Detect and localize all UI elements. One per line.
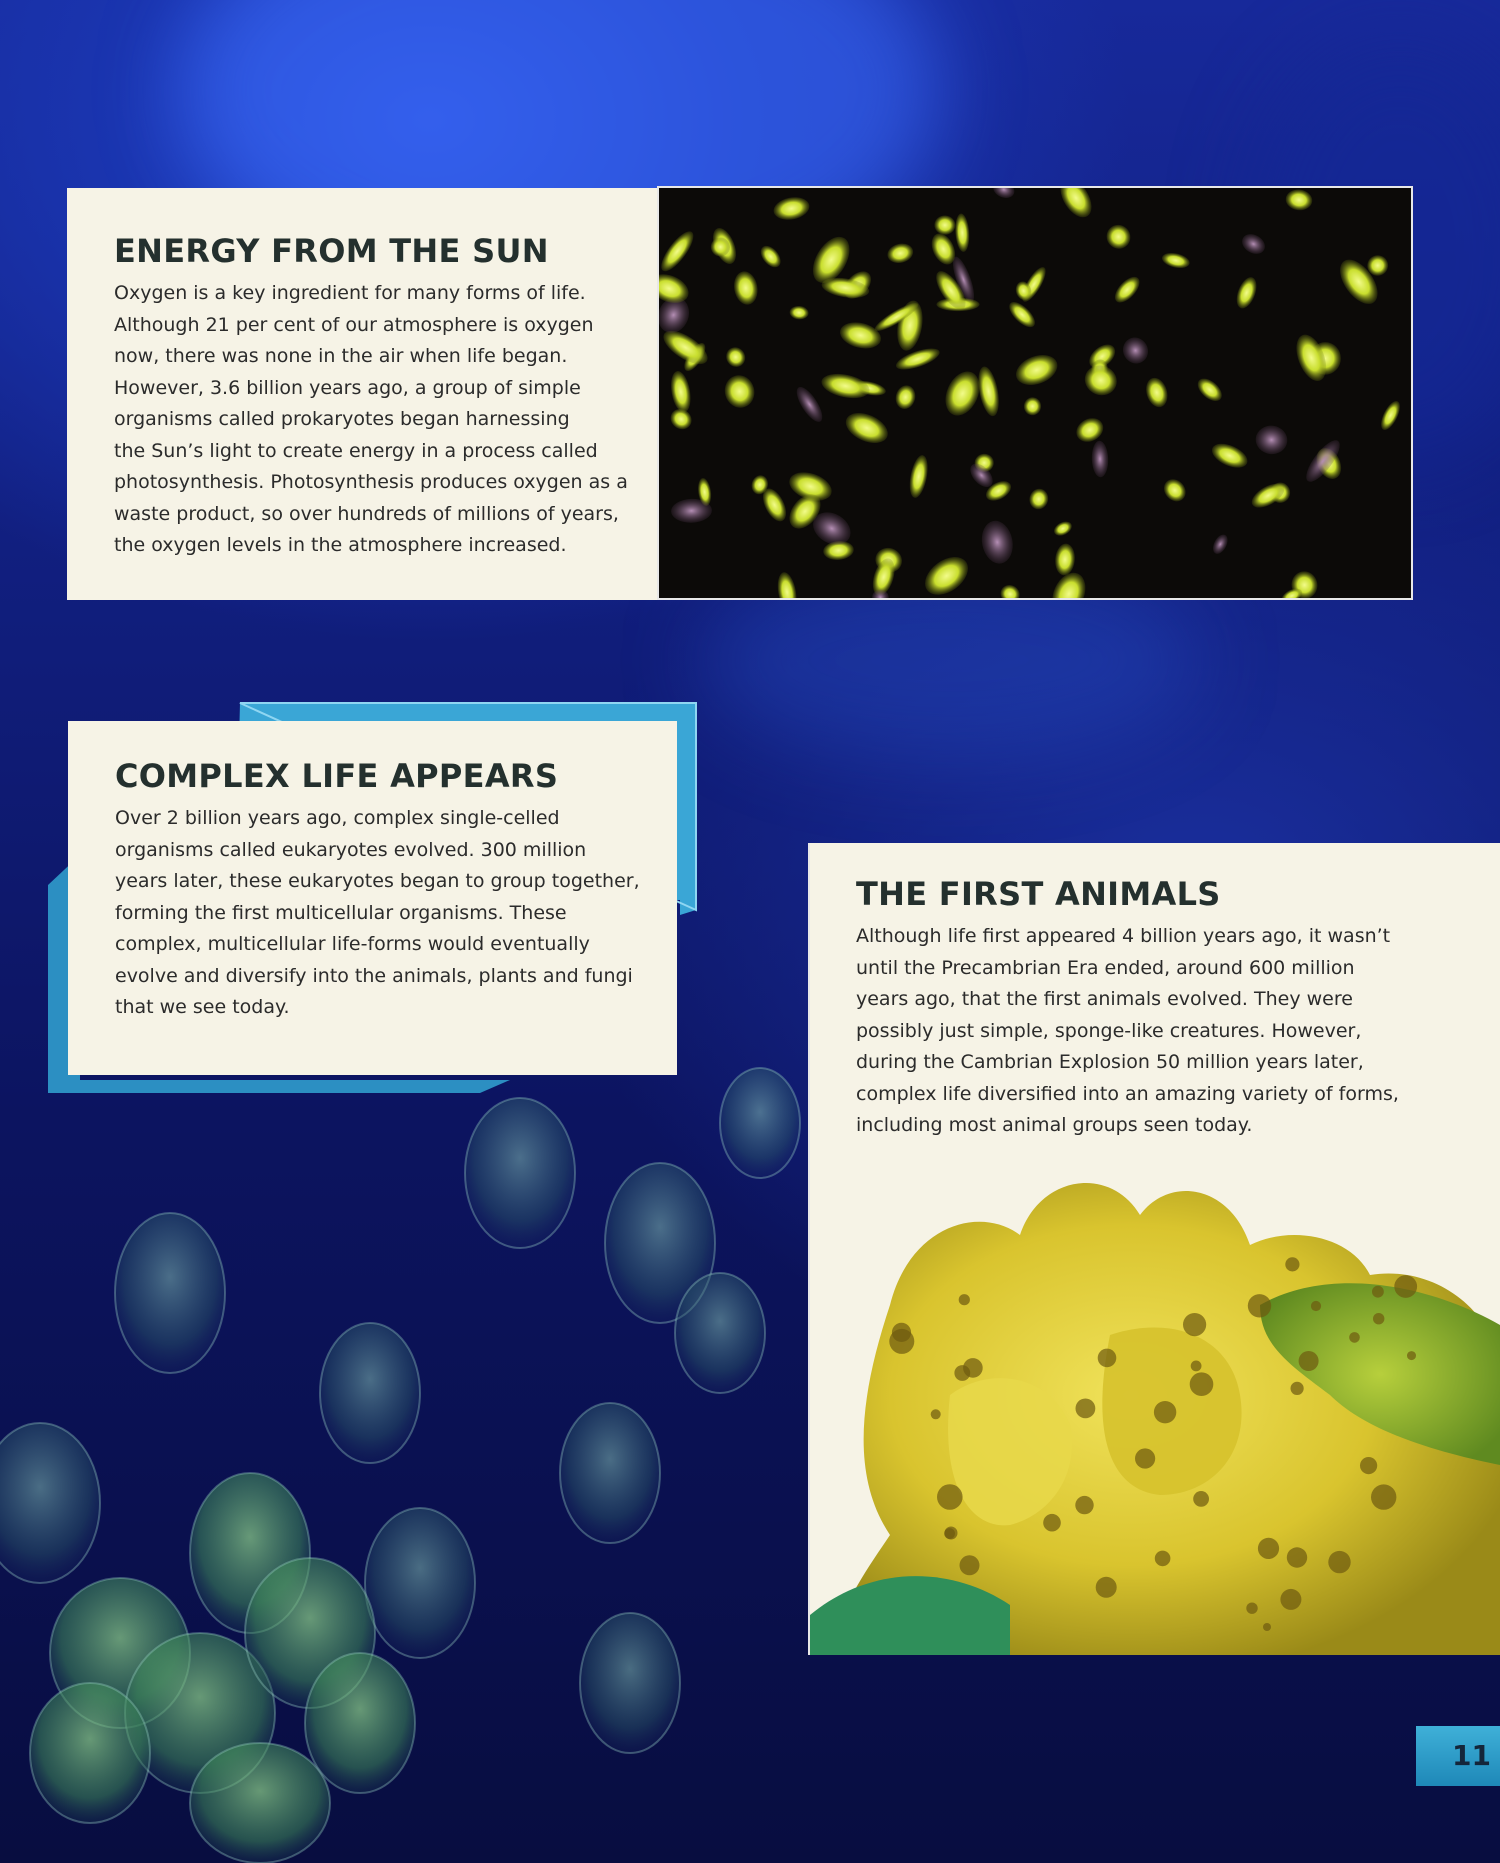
complex-heading: COMPLEX LIFE APPEARS bbox=[115, 757, 559, 795]
glowing-cell bbox=[1111, 273, 1144, 307]
energy-heading: ENERGY FROM THE SUN bbox=[114, 232, 549, 270]
glowing-cell bbox=[907, 454, 931, 500]
sponge-pore bbox=[1191, 1361, 1202, 1372]
complex-line: years later, these eukaryotes began to group together, bbox=[115, 870, 640, 892]
animals-line: possibly just simple, sponge-like creatures. However, bbox=[856, 1019, 1362, 1042]
sponge-pore bbox=[1349, 1332, 1360, 1343]
eukaryote-cell bbox=[190, 1743, 330, 1863]
eukaryote-cell bbox=[465, 1098, 575, 1248]
energy-text-panel bbox=[67, 188, 661, 600]
complex-line: that we see today. bbox=[115, 996, 290, 1018]
glowing-cell bbox=[1080, 360, 1121, 400]
eukaryote-cell bbox=[0, 1423, 100, 1583]
sponge-pore bbox=[1299, 1351, 1319, 1371]
sponge-pore bbox=[931, 1409, 941, 1419]
energy-line: the oxygen levels in the atmosphere increased. bbox=[114, 534, 567, 556]
glowing-cell bbox=[1254, 424, 1289, 456]
sponge-pore bbox=[960, 1555, 980, 1575]
sponge-pore bbox=[1193, 1491, 1209, 1507]
eukaryote-cell bbox=[560, 1403, 660, 1543]
glowing-cell bbox=[837, 318, 884, 352]
sponge-pore bbox=[1287, 1547, 1307, 1567]
animals-body bbox=[856, 921, 1500, 1142]
glowing-cell bbox=[1005, 298, 1039, 332]
glowing-cell bbox=[1023, 397, 1042, 416]
sponge-pore bbox=[1154, 1401, 1176, 1423]
sponge-pore bbox=[1263, 1623, 1271, 1631]
eukaryote-cell bbox=[115, 1213, 225, 1373]
eukaryote-cell bbox=[30, 1683, 150, 1823]
glowing-cell bbox=[1233, 274, 1261, 311]
glowing-cell bbox=[1054, 188, 1098, 223]
sponge-pore bbox=[1328, 1551, 1350, 1573]
sponge-pore bbox=[1291, 1382, 1304, 1395]
eukaryote-cell bbox=[320, 1323, 420, 1463]
animals-line: Although life first appeared 4 billion years ago, it wasn’t bbox=[856, 925, 1391, 947]
animals-line: complex life diversified into an amazing variety of forms, bbox=[856, 1082, 1399, 1105]
sponge-pore bbox=[963, 1358, 983, 1378]
complex-line: Over 2 billion years ago, complex single-celled bbox=[115, 807, 560, 829]
glowing-cell bbox=[721, 372, 758, 411]
prokaryote-micrograph bbox=[657, 186, 1413, 600]
sponge-pore bbox=[1371, 1484, 1396, 1509]
glowing-cell bbox=[819, 370, 871, 402]
glowing-cell bbox=[1012, 349, 1062, 390]
glowing-cell bbox=[1072, 414, 1107, 447]
glowing-cell bbox=[885, 241, 915, 266]
glowing-cell bbox=[1143, 375, 1171, 410]
complex-line: forming the first multicellular organisms. These bbox=[115, 901, 567, 924]
animals-line: until the Precambrian Era ended, around 600 million bbox=[856, 956, 1355, 979]
glowing-cell bbox=[772, 194, 812, 222]
glowing-cells-image bbox=[659, 188, 1411, 598]
sponge-pore bbox=[1190, 1372, 1214, 1396]
glowing-cell bbox=[722, 344, 749, 371]
sponge-pore bbox=[1248, 1294, 1271, 1317]
glowing-cell bbox=[668, 370, 693, 415]
sponge-pore bbox=[945, 1527, 958, 1540]
glowing-cell bbox=[667, 405, 696, 434]
eukaryote-cell bbox=[365, 1508, 475, 1658]
energy-line: the Sun’s light to create energy in a process called bbox=[114, 439, 598, 462]
glowing-cell bbox=[978, 518, 1016, 566]
sponge-pore bbox=[1360, 1457, 1377, 1474]
sponge-pore bbox=[1155, 1551, 1171, 1567]
energy-line: waste product, so over hundreds of millions of years, bbox=[114, 502, 619, 525]
sponge-pore bbox=[1135, 1448, 1155, 1468]
sponge-pore bbox=[1394, 1275, 1417, 1298]
energy-body bbox=[114, 278, 661, 562]
glowing-cell bbox=[1239, 230, 1269, 258]
sponge-pore bbox=[937, 1484, 963, 1510]
page-number: 11 bbox=[1416, 1726, 1500, 1786]
complex-line: organisms called eukaryotes evolved. 300 million bbox=[115, 838, 587, 861]
glowing-cell bbox=[1210, 532, 1231, 556]
glowing-cell bbox=[1160, 251, 1191, 271]
eukaryote-cell bbox=[675, 1273, 765, 1393]
energy-line: However, 3.6 billion years ago, a group of simple bbox=[114, 376, 581, 399]
animals-heading: THE FIRST ANIMALS bbox=[856, 875, 1221, 913]
sponge-photo bbox=[810, 1135, 1500, 1655]
glowing-cell bbox=[894, 344, 942, 374]
glowing-cell bbox=[1285, 188, 1314, 212]
sponge-pore bbox=[1373, 1313, 1384, 1324]
glowing-cell bbox=[1208, 439, 1251, 473]
sponge-pore bbox=[1407, 1351, 1416, 1360]
complex-body bbox=[115, 803, 677, 1024]
eukaryote-cell bbox=[580, 1613, 680, 1753]
complex-line: complex, multicellular life-forms would eventually bbox=[115, 933, 590, 955]
sponge-pore bbox=[1098, 1349, 1117, 1368]
sponge-pore bbox=[1076, 1399, 1096, 1419]
glowing-cell bbox=[789, 305, 809, 320]
sponge-pore bbox=[1043, 1514, 1061, 1532]
glowing-cell bbox=[954, 213, 970, 252]
sponge-pore bbox=[1096, 1577, 1117, 1598]
glowing-cell bbox=[1194, 374, 1226, 405]
glowing-cell bbox=[997, 582, 1023, 598]
eukaryote-cell bbox=[720, 1068, 800, 1178]
sponge-pore bbox=[1183, 1313, 1206, 1336]
glowing-cell bbox=[1052, 519, 1075, 539]
complex-line: evolve and diversify into the animals, plants and fungi bbox=[115, 964, 633, 987]
glowing-cell bbox=[1159, 475, 1190, 506]
glowing-cell bbox=[1091, 441, 1109, 478]
glowing-cell bbox=[1377, 398, 1404, 433]
energy-line: Oxygen is a key ingredient for many forms of life. bbox=[114, 282, 586, 304]
sponge-pore bbox=[959, 1294, 970, 1305]
sponge-pore bbox=[1246, 1603, 1257, 1614]
sponge-pore bbox=[889, 1329, 914, 1354]
sponge-pore bbox=[1075, 1496, 1093, 1514]
glowing-cell bbox=[1102, 220, 1136, 254]
glowing-cell bbox=[757, 242, 785, 271]
animals-line: including most animal groups seen today. bbox=[856, 1114, 1253, 1136]
energy-line: now, there was none in the air when life began. bbox=[114, 345, 568, 367]
sponge-pore bbox=[1258, 1538, 1279, 1559]
glowing-cell bbox=[841, 407, 892, 449]
eukaryote-organisms-illustration bbox=[0, 993, 810, 1863]
glowing-cell bbox=[792, 383, 827, 425]
glowing-cell bbox=[893, 383, 918, 411]
glowing-cell bbox=[1118, 333, 1152, 368]
glowing-cell bbox=[775, 571, 799, 598]
energy-line: photosynthesis. Photosynthesis produces oxygen as a bbox=[114, 471, 628, 493]
animals-line: during the Cambrian Explosion 50 million years later, bbox=[856, 1051, 1364, 1073]
sponge-pore bbox=[1372, 1286, 1384, 1298]
energy-line: Although 21 per cent of our atmosphere is oxygen bbox=[114, 313, 594, 336]
eukaryote-cell bbox=[305, 1653, 415, 1793]
sponge-pore bbox=[1311, 1301, 1321, 1311]
glowing-cell bbox=[934, 215, 956, 236]
glowing-cell bbox=[659, 227, 699, 276]
sponge-pore bbox=[1285, 1257, 1299, 1271]
glowing-cell bbox=[731, 269, 760, 306]
glowing-cell bbox=[1054, 543, 1076, 576]
glowing-cell bbox=[1027, 487, 1050, 512]
sponge-pore bbox=[1280, 1589, 1301, 1610]
glowing-cell bbox=[991, 188, 1017, 201]
glowing-cell bbox=[918, 549, 975, 598]
animals-line: years ago, that the first animals evolved. They were bbox=[856, 988, 1353, 1010]
energy-line: organisms called prokaryotes began harnessing bbox=[114, 408, 570, 430]
